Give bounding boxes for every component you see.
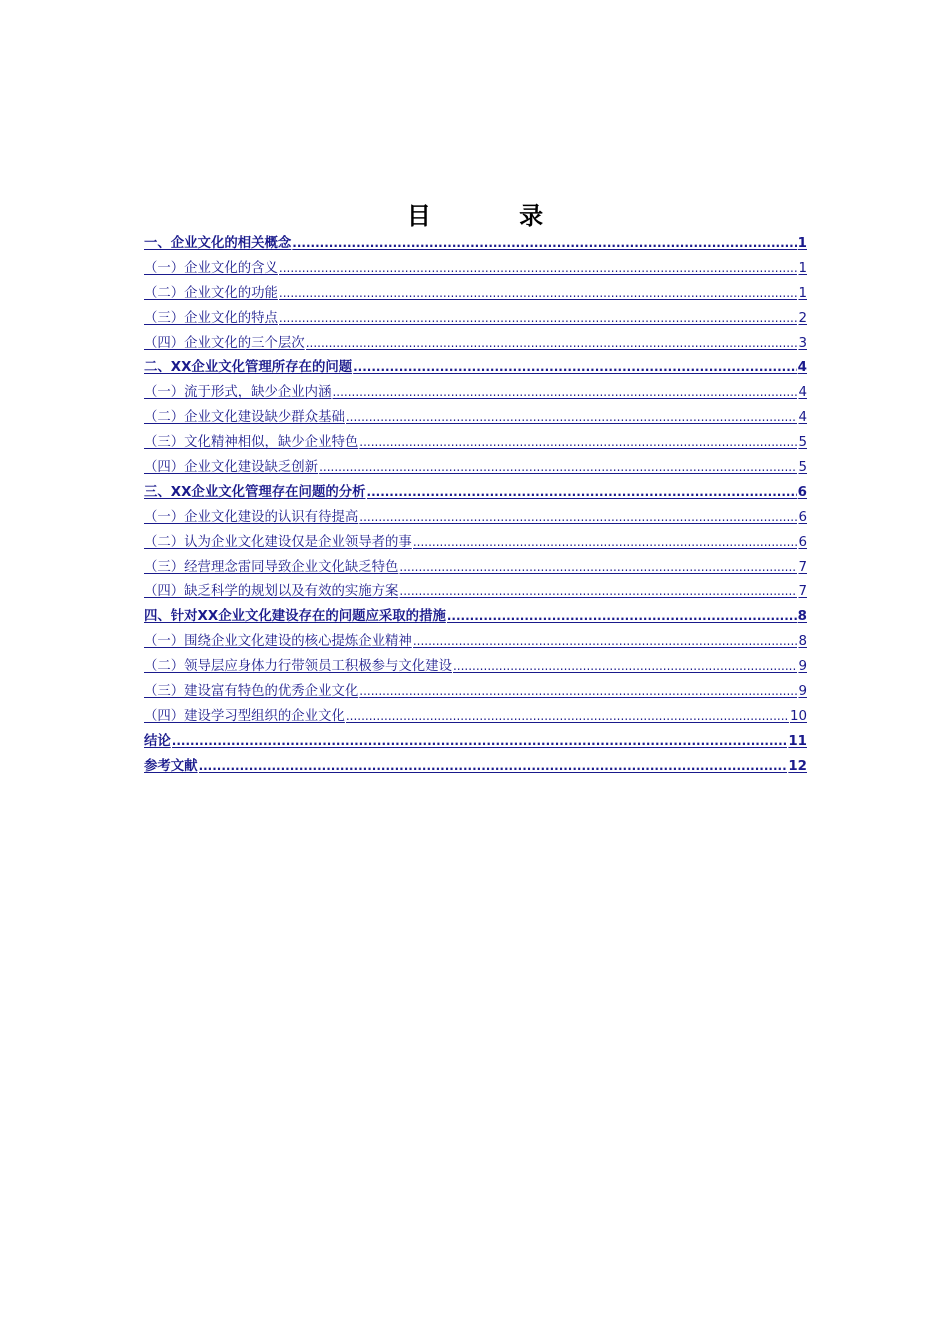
toc-page-number: 6 [797, 484, 807, 500]
toc-entry-text: 四、针对XX企业文化建设存在的问题应采取的措施 [144, 609, 446, 625]
toc-entry-text: 二、XX企业文化管理所存在的问题 [144, 360, 353, 376]
toc-section-link[interactable] [144, 380, 807, 405]
toc-entry-text: （一）企业文化建设的认识有待提高 [144, 509, 359, 525]
toc-chapter-link[interactable] [144, 754, 807, 779]
toc-dot-leader [279, 256, 798, 281]
toc-section-link[interactable] [144, 331, 807, 356]
toc-chapter-link[interactable] [144, 480, 807, 505]
toc-entry-text: 一、企业文化的相关概念 [144, 236, 292, 251]
toc-entry-text: （四）企业文化的三个层次 [144, 335, 305, 351]
toc-page-number: 7 [798, 584, 807, 600]
toc-section-link[interactable] [144, 679, 807, 704]
toc-dot-leader [172, 729, 788, 754]
toc-title: 目 录 [406, 202, 584, 230]
toc-page-number: 6 [798, 509, 807, 525]
toc-page-number: 9 [798, 684, 807, 700]
toc-page-number: 12 [788, 758, 807, 774]
toc-page-number: 1 [797, 236, 807, 251]
toc-entry-text: 结论 [144, 733, 171, 749]
toc-entry-text: （二）企业文化建设缺少群众基础 [144, 410, 345, 426]
toc-section-link[interactable] [144, 455, 807, 480]
toc-entry-text: 三、XX企业文化管理存在问题的分析 [144, 484, 366, 500]
toc-page-number: 11 [788, 733, 807, 749]
toc-chapter-link[interactable] [144, 604, 807, 629]
toc-section-link[interactable] [144, 256, 807, 281]
toc-page-number: 8 [798, 634, 807, 650]
toc-page-number: 4 [797, 360, 807, 376]
toc-entry-text: （四）缺乏科学的规划以及有效的实施方案 [144, 584, 399, 600]
toc-entry-text: （二）领导层应身体力行带领员工积极参与文化建设 [144, 659, 452, 675]
toc-section-link[interactable] [144, 281, 807, 306]
toc-dot-leader [447, 604, 797, 629]
toc-dot-leader [279, 306, 798, 331]
toc-entry-text: （三）经营理念雷同导致企业文化缺乏特色 [144, 559, 399, 575]
toc-dot-leader [413, 629, 798, 654]
toc-dot-leader [359, 505, 797, 530]
toc-entry-text: （三）企业文化的特点 [144, 310, 278, 326]
toc-page-number: 10 [789, 708, 807, 724]
toc-section-link[interactable] [144, 579, 807, 604]
toc-dot-leader [399, 555, 797, 580]
toc-entry-text: （一）企业文化的含义 [144, 260, 278, 276]
toc-section-link[interactable] [144, 654, 807, 679]
toc-page-number: 7 [798, 559, 807, 575]
toc-dot-leader [319, 455, 797, 480]
toc-page-number: 5 [798, 435, 807, 451]
toc-entry-text: （三）建设富有特色的优秀企业文化 [144, 684, 359, 700]
toc-section-link[interactable] [144, 629, 807, 654]
toc-page-number: 8 [797, 609, 807, 625]
toc-section-link[interactable] [144, 704, 807, 729]
toc-entry-text: （一）流于形式，缺少企业内涵 [144, 385, 332, 401]
toc-page-number: 1 [798, 260, 807, 276]
toc-dot-leader [413, 530, 798, 555]
toc-entry-text: （四）企业文化建设缺乏创新 [144, 460, 319, 476]
toc-dot-leader [346, 405, 798, 430]
toc-entry-text: （二）企业文化的功能 [144, 285, 278, 301]
toc-chapter-link[interactable] [144, 729, 807, 754]
toc-page-number: 4 [798, 385, 807, 401]
toc-page-number: 2 [798, 310, 807, 326]
toc-section-link[interactable] [144, 530, 807, 555]
toc-dot-leader [306, 331, 798, 356]
toc-dot-leader [453, 654, 797, 679]
toc-dot-leader [353, 355, 797, 380]
toc-section-link[interactable] [144, 505, 807, 530]
toc-chapter-link[interactable] [144, 355, 807, 380]
toc-entry-text: 参考文献 [144, 758, 198, 774]
toc-section-link[interactable] [144, 555, 807, 580]
toc-page-number: 9 [798, 659, 807, 675]
toc-section-link[interactable] [144, 306, 807, 331]
toc-dot-leader [359, 679, 797, 704]
toc-entry-text: （四）建设学习型组织的企业文化 [144, 708, 345, 724]
toc-section-link[interactable] [144, 430, 807, 455]
table-of-contents [144, 231, 807, 779]
toc-dot-leader [199, 754, 788, 779]
toc-chapter-link[interactable] [144, 231, 807, 256]
toc-entry-text: （一）围绕企业文化建设的核心提炼企业精神 [144, 634, 412, 650]
toc-section-link[interactable] [144, 405, 807, 430]
toc-dot-leader [346, 704, 789, 729]
toc-page-number: 3 [798, 335, 807, 351]
toc-dot-leader [359, 430, 797, 455]
toc-page-number: 6 [798, 534, 807, 550]
toc-page-number: 1 [798, 285, 807, 301]
toc-dot-leader [292, 231, 796, 256]
toc-entry-text: （二）认为企业文化建设仅是企业领导者的事 [144, 534, 412, 550]
toc-entry-text: （三）文化精神相似，缺少企业特色 [144, 435, 359, 451]
toc-dot-leader [367, 480, 797, 505]
toc-page-number: 5 [798, 460, 807, 476]
toc-dot-leader [279, 281, 798, 306]
toc-dot-leader [332, 380, 797, 405]
toc-dot-leader [399, 579, 797, 604]
toc-page-number: 4 [798, 410, 807, 426]
